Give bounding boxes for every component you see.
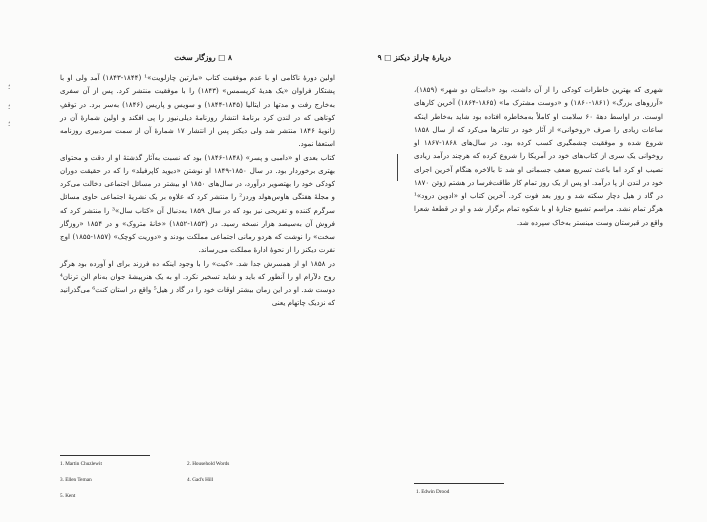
footnote-2: 2. Household Words <box>187 461 230 467</box>
left-page-body <box>60 71 335 310</box>
right-page <box>377 0 707 522</box>
footnote-5: 5. Kent <box>60 493 76 499</box>
left-page-header: ۸ □ روزگار سخت <box>174 53 232 62</box>
left-paragraph-1: اولین دورهٔ ناکامی او با عدم موفقیت کتاب «مارتین چازلویت»¹ (۱۸۴۴-۱۸۴۳) آمد ولی او با پشتکار فراوان «یک هدیهٔ کریسمس» (۱۸۴۳) را با موفقیت منتشر کرد. پس از آن سفری به‌خارج رفت و مدتها در ایتالیا (۱۸۴۵-۱۸۴۴) و سویس و پاریس (۱۸۴۶) به‌سر برد. در توقفِ کوتاهی که در لندن کرد برنامهٔ انتشار روزنامهٔ دیلی‌نیوز را پی افکند و اولین شمارهٔ آن در ژانویهٔ ۱۸۴۶ منتشر شد ولی دیکنز پس از انتشار ۱۷ شمارهٔ آن از سمت سردبیری روزنامه استعفا نمود. <box>60 73 336 149</box>
left-paragraph-2: کتاب بعدی او «دامبی و پسر» (۱۸۴۸-۱۸۴۶) بود که نسبت به‌آثار گذشتهٔ او از دقت و محتوای بهتری برخوردار بود. در سال ۱۸۵۰-۱۸۴۹ او نوشتن «دیوید کاپرفیلد» را که در حقیقت دوران کودکی خود را بهتصویر درآورد، در سال‌های ۱۸۵۰ او بیشتر در مسائل اجتماعی دخالت می‌کرد و مجلهٔ هفتگی هاوس‌هولد وردز² را منتشر کرد که علاوه بر یک نشریهٔ اجتماعی حاوی مسائل سرگرم کننده و تفریحی نیز بود که در سال ۱۸۵۹ به‌دنبال آن «کتاب سال»³ را منتشر کرد که فروش آن به‌سیصد هزار نسخه رسید. در (۱۸۵۳-۱۸۵۲) «خانهٔ متروک» و در ۱۸۵۴ «روزگار سخت» را نوشت که هردو رمانی اجتماعی مملکت بودند و «دوریت کوچک» (۱۸۵۷-۱۸۵۵) اوج نفرت دیکنز را از نحوهٔ ادارهٔ مملکت می‌رساند. <box>60 152 335 255</box>
right-paragraph-1: شهری که بهترین خاطرات کودکی را از آن داشت، بود «داستان دو شهر» (۱۸۵۹)، «آرزوهای بزرگ» (۱۸۶۱-۱۸۶۰) و «دوست مشترک ما» (۱۸۶۵-۱۸۶۴) آخرین کارهای اوست. در اواسط دههٔ ۶۰ سلامت او کاملاً به‌مخاطره افتاده بود شاید به‌خاطر اینکه ساعات زیادی را صرف «روخوانی» از آثار خود در تئاترها می‌کرد که از سال ۱۸۵۸ شروع شده و موفقیت چشمگیری کسب کرده بود. در سال‌های ۱۸۶۸-۱۸۶۷ او روخوانی یک سری از کتاب‌های خود در آمریکا را شروع کرده که هرچند درآمد زیادی نصیب او کرد اما باعث تسریع ضعف جسمانی او شد تا بالاخره هنگام آخرین اجرای خود در لندن از پا درآمد. او پس از یک روز تمام کار طاقت‌فرسا در هشتم ژوئن ۱۸۷۰ در گاد ز هیل دچار سکته شد و روز بعد فوت کرد. آخرین کتاب او «ادوین درود»¹ هرگز تمام نشد. مراسم تشییع جنازهٔ او با شکوه تمام برگزار شد و او در قطعهٔ شعرا واقع در قبرستان وست مینستر به‌خاک سپرده شد. <box>414 85 664 227</box>
left-page <box>0 0 340 522</box>
footnote-1: 1. Martin Chuzlewit <box>60 461 102 467</box>
left-paragraph-3: در ۱۸۵۸ او از همسرش جدا شد. «کیت» را با وجود اینکه ده فرزند برای او آورده بود هرگز روح دلآرام او را آنطور که باید و شاید تسخیر نکرد. او به یک هنرپیشهٔ جوان به‌نام الن ترنان⁴ دوست شد. او در این زمان بیشتر اوقات خود را در گاد ز هیل⁵ واقع در استان کنت⁶ می‌گذرانید که نزدیک چاتهام یعنی <box>60 258 336 308</box>
margin-mark-1: ؛ <box>8 83 11 91</box>
margin-mark-2: ؛ <box>8 103 11 111</box>
margin-mark-3: ؛ <box>8 120 11 128</box>
footnote-3: 3. Ellen Ternan <box>60 477 92 483</box>
footnote-4: 4. Gad's Hill <box>187 477 214 483</box>
right-page-body <box>414 83 663 229</box>
footnote-right-1: 1. Edwin Drood <box>416 489 450 495</box>
right-page-header: دربارهٔ چارلز دیکنز □ ۹ <box>377 53 451 62</box>
